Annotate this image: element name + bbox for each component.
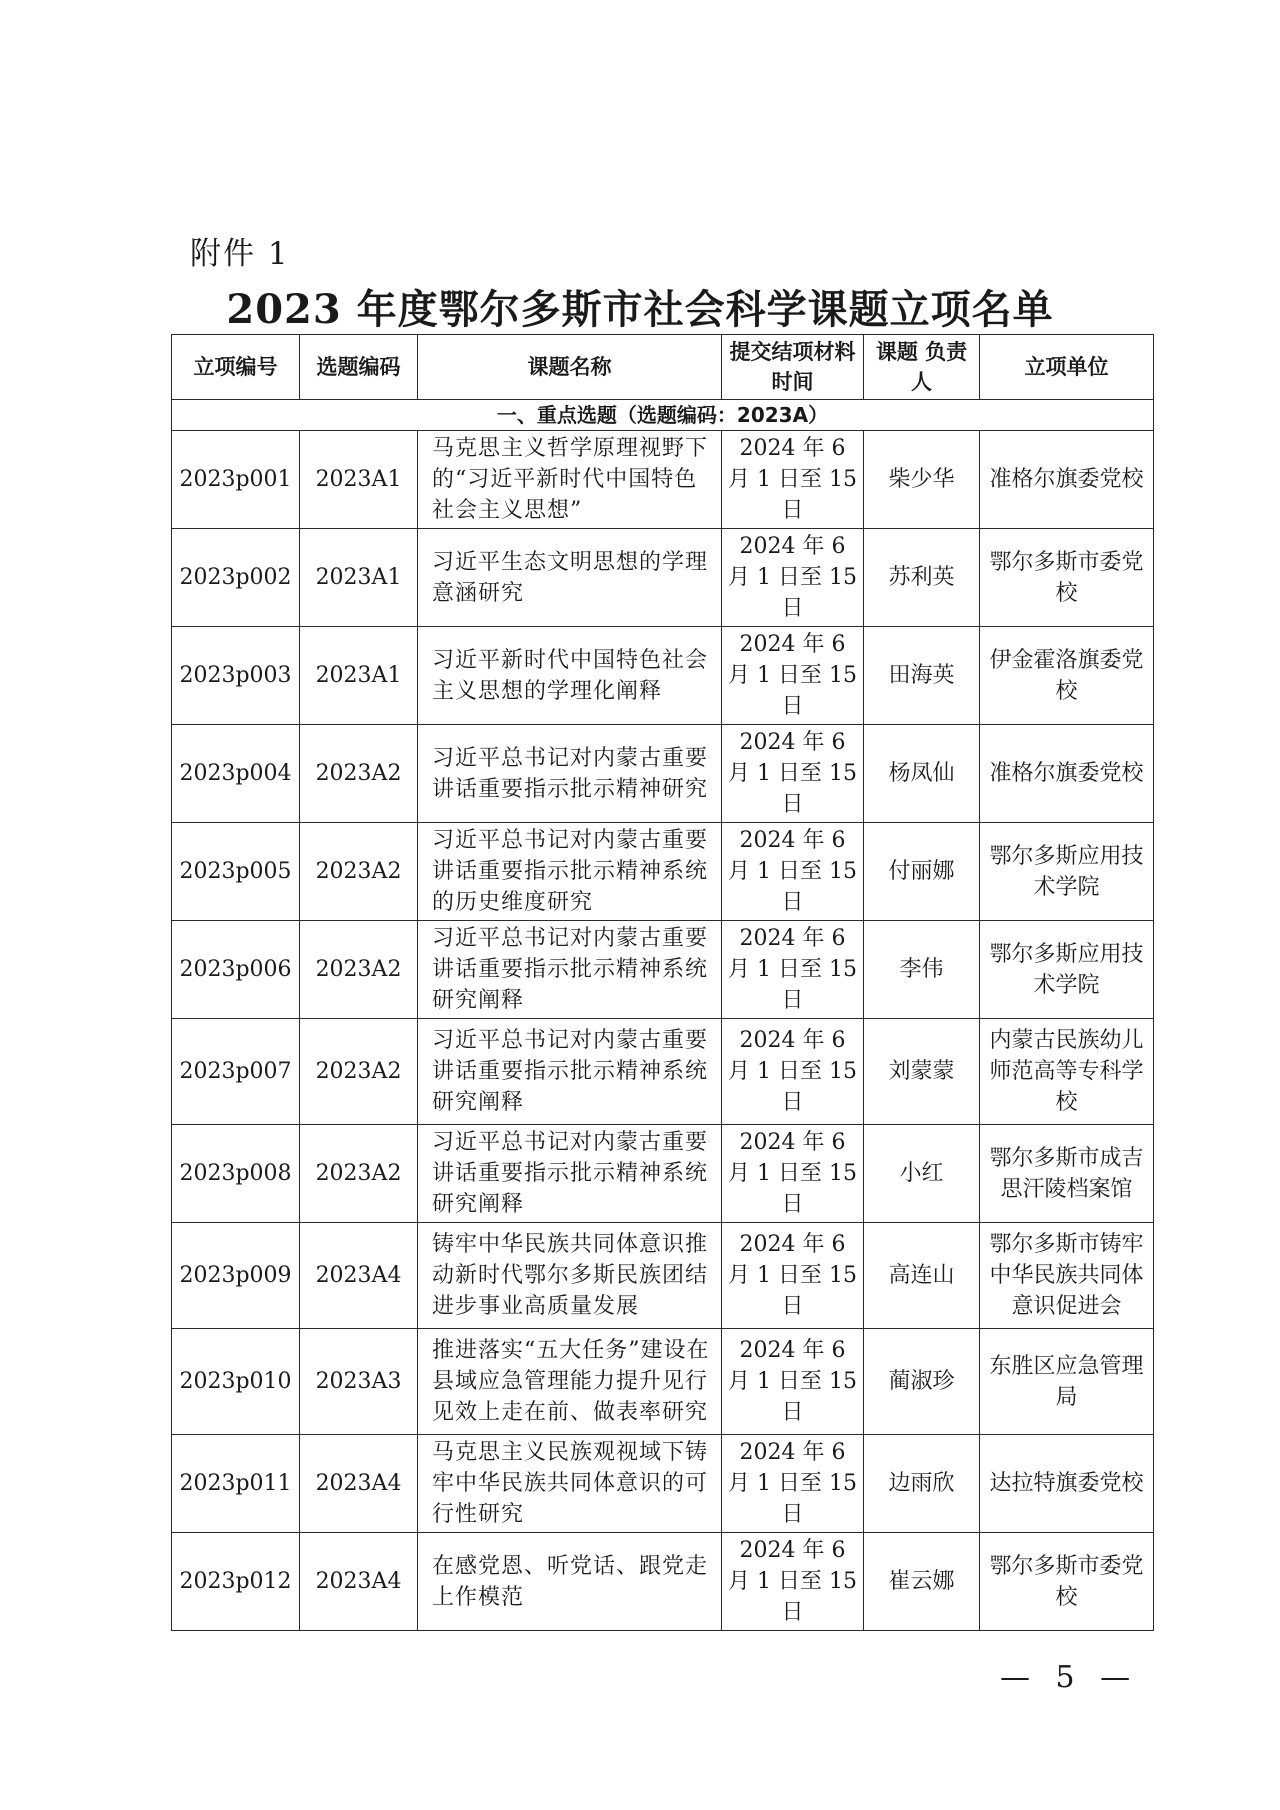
submission-time-cell: 2024 年 6 月 1 日至 15 日 — [722, 921, 864, 1019]
project-id-cell: 2023p004 — [172, 725, 300, 823]
topic-code-cell: 2023A3 — [300, 1329, 418, 1435]
project-id-cell: 2023p003 — [172, 627, 300, 725]
unit-cell: 鄂尔多斯市成吉思汗陵档案馆 — [980, 1125, 1154, 1223]
table-row — [172, 1435, 1154, 1533]
page-number: — 5 — — [1000, 1660, 1139, 1695]
project-name-cell: 习近平生态文明思想的学理意涵研究 — [418, 529, 722, 627]
unit-cell: 准格尔旗委党校 — [980, 431, 1154, 529]
unit-cell: 鄂尔多斯市委党校 — [980, 1533, 1154, 1631]
leader-cell: 崔云娜 — [864, 1533, 980, 1631]
table-row — [172, 823, 1154, 921]
section-row — [172, 400, 1154, 431]
unit-cell: 内蒙古民族幼儿师范高等专科学校 — [980, 1019, 1154, 1125]
leader-cell: 边雨欣 — [864, 1435, 980, 1533]
table-row — [172, 921, 1154, 1019]
topic-code-cell: 2023A1 — [300, 627, 418, 725]
leader-cell: 柴少华 — [864, 431, 980, 529]
column-header-topic-code: 选题编码 — [300, 335, 418, 400]
project-name-cell: 习近平总书记对内蒙古重要讲话重要指示批示精神系统研究阐释 — [418, 1019, 722, 1125]
unit-cell: 鄂尔多斯应用技术学院 — [980, 823, 1154, 921]
column-header-project-id: 立项编号 — [172, 335, 300, 400]
submission-time-cell: 2024 年 6 月 1 日至 15 日 — [722, 823, 864, 921]
topic-code-cell: 2023A1 — [300, 529, 418, 627]
submission-time-cell: 2024 年 6 月 1 日至 15 日 — [722, 627, 864, 725]
project-id-cell: 2023p005 — [172, 823, 300, 921]
table-row — [172, 627, 1154, 725]
project-name-cell: 推进落实“五大任务”建设在县域应急管理能力提升见行见效上走在前、做表率研究 — [418, 1329, 722, 1435]
submission-time-cell: 2024 年 6 月 1 日至 15 日 — [722, 431, 864, 529]
table-row — [172, 725, 1154, 823]
submission-time-cell: 2024 年 6 月 1 日至 15 日 — [722, 1329, 864, 1435]
submission-time-cell: 2024 年 6 月 1 日至 15 日 — [722, 1435, 864, 1533]
project-name-cell: 在感党恩、听党话、跟党走上作模范 — [418, 1533, 722, 1631]
unit-cell: 东胜区应急管理局 — [980, 1329, 1154, 1435]
submission-time-cell: 2024 年 6 月 1 日至 15 日 — [722, 1533, 864, 1631]
unit-cell: 伊金霍洛旗委党校 — [980, 627, 1154, 725]
submission-time-cell: 2024 年 6 月 1 日至 15 日 — [722, 1019, 864, 1125]
project-id-cell: 2023p002 — [172, 529, 300, 627]
table-row — [172, 431, 1154, 529]
project-id-cell: 2023p011 — [172, 1435, 300, 1533]
project-id-cell: 2023p009 — [172, 1223, 300, 1329]
project-name-cell: 习近平总书记对内蒙古重要讲话重要指示批示精神系统研究阐释 — [418, 921, 722, 1019]
topic-code-cell: 2023A4 — [300, 1435, 418, 1533]
column-header-unit: 立项单位 — [980, 335, 1154, 400]
topic-code-cell: 2023A4 — [300, 1223, 418, 1329]
unit-cell: 鄂尔多斯应用技术学院 — [980, 921, 1154, 1019]
submission-time-cell: 2024 年 6 月 1 日至 15 日 — [722, 1125, 864, 1223]
leader-cell: 李伟 — [864, 921, 980, 1019]
project-name-cell: 马克思主义民族观视域下铸牢中华民族共同体意识的可行性研究 — [418, 1435, 722, 1533]
topic-code-cell: 2023A2 — [300, 1019, 418, 1125]
unit-cell: 达拉特旗委党校 — [980, 1435, 1154, 1533]
submission-time-cell: 2024 年 6 月 1 日至 15 日 — [722, 1223, 864, 1329]
table-row — [172, 1533, 1154, 1631]
project-id-cell: 2023p008 — [172, 1125, 300, 1223]
leader-cell: 付丽娜 — [864, 823, 980, 921]
project-name-cell: 铸牢中华民族共同体意识推动新时代鄂尔多斯民族团结进步事业高质量发展 — [418, 1223, 722, 1329]
table-row — [172, 1223, 1154, 1329]
unit-cell: 鄂尔多斯市委党校 — [980, 529, 1154, 627]
project-id-cell: 2023p012 — [172, 1533, 300, 1631]
topic-code-cell: 2023A2 — [300, 823, 418, 921]
topic-code-cell: 2023A4 — [300, 1533, 418, 1631]
project-id-cell: 2023p010 — [172, 1329, 300, 1435]
project-name-cell: 习近平总书记对内蒙古重要讲话重要指示批示精神研究 — [418, 725, 722, 823]
leader-cell: 苏利英 — [864, 529, 980, 627]
topic-code-cell: 2023A1 — [300, 431, 418, 529]
table-row — [172, 1329, 1154, 1435]
topic-code-cell: 2023A2 — [300, 725, 418, 823]
project-id-cell: 2023p001 — [172, 431, 300, 529]
leader-cell: 刘蒙蒙 — [864, 1019, 980, 1125]
leader-cell: 田海英 — [864, 627, 980, 725]
leader-cell: 小红 — [864, 1125, 980, 1223]
project-name-cell: 习近平总书记对内蒙古重要讲话重要指示批示精神系统研究阐释 — [418, 1125, 722, 1223]
topic-code-cell: 2023A2 — [300, 921, 418, 1019]
column-header-submission-time: 提交结项材料时间 — [722, 335, 864, 400]
project-id-cell: 2023p006 — [172, 921, 300, 1019]
table-row — [172, 529, 1154, 627]
section-heading: 一、重点选题（选题编码：2023A） — [172, 400, 1154, 431]
leader-cell: 蔺淑珍 — [864, 1329, 980, 1435]
submission-time-cell: 2024 年 6 月 1 日至 15 日 — [722, 725, 864, 823]
project-name-cell: 习近平新时代中国特色社会主义思想的学理化阐释 — [418, 627, 722, 725]
unit-cell: 鄂尔多斯市铸牢中华民族共同体意识促进会 — [980, 1223, 1154, 1329]
table-row — [172, 1019, 1154, 1125]
project-id-cell: 2023p007 — [172, 1019, 300, 1125]
leader-cell: 杨凤仙 — [864, 725, 980, 823]
project-name-cell: 习近平总书记对内蒙古重要讲话重要指示批示精神系统的历史维度研究 — [418, 823, 722, 921]
unit-cell: 准格尔旗委党校 — [980, 725, 1154, 823]
project-list-table — [171, 334, 1154, 1631]
column-header-leader: 课题 负责人 — [864, 335, 980, 400]
document-title: 2023 年度鄂尔多斯市社会科学课题立项名单 — [226, 286, 1054, 333]
attachment-label: 附件 1 — [190, 236, 290, 272]
submission-time-cell: 2024 年 6 月 1 日至 15 日 — [722, 529, 864, 627]
table-row — [172, 1125, 1154, 1223]
column-header-project-name: 课题名称 — [418, 335, 722, 400]
topic-code-cell: 2023A2 — [300, 1125, 418, 1223]
table-header-row — [172, 335, 1154, 400]
project-name-cell: 马克思主义哲学原理视野下的“习近平新时代中国特色社会主义思想” — [418, 431, 722, 529]
leader-cell: 高连山 — [864, 1223, 980, 1329]
